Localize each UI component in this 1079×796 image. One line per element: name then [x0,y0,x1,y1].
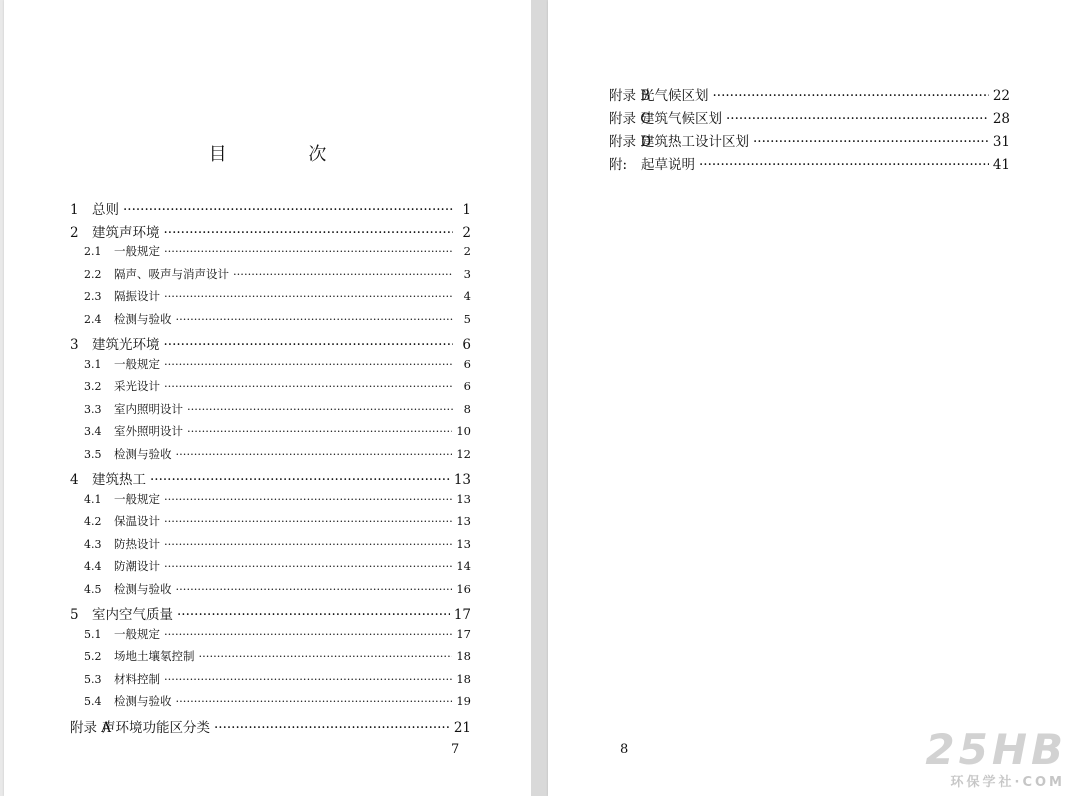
toc-entry [84,491,471,507]
toc-dot-leader [713,88,989,104]
toc-entry-label: 建筑声环境 [92,224,160,241]
page-number-left: 7 [451,742,460,757]
watermark-site-text: 环保学社·COM [950,775,1065,790]
toc-entry-page: 16 [456,581,471,596]
toc-entry-label: 隔振设计 [114,289,160,303]
toc-entry [84,311,471,327]
toc-entry-label: 隔声、吸声与消声设计 [114,266,229,281]
toc-entry [84,378,471,394]
toc-entry-page: 14 [456,559,471,573]
toc-entry-label: 保温设计 [114,514,160,528]
toc-entry [609,84,1010,104]
toc-entry-number: 5.1 [84,627,102,641]
toc-entry-label: 室外照明设计 [114,424,183,438]
toc-dot-leader [176,582,453,596]
toc-dot-leader [214,720,450,736]
toc-entry-page: 13 [456,491,471,506]
toc-entry-number: 2 [70,224,79,241]
toc-entry [70,333,471,353]
toc-title: 目 次 [208,144,365,165]
toc-entry-label: 室内空气质量 [92,607,173,623]
toc-dot-leader [164,379,453,393]
toc-entry-label: 防潮设计 [114,559,160,573]
toc-dot-leader [164,627,452,641]
toc-entry-label: 室内照明设计 [114,401,183,416]
toc-dot-leader [233,267,453,281]
toc-entry [84,288,471,304]
toc-entry-number: 2.1 [84,245,102,258]
toc-dot-leader [164,357,453,371]
toc-entry-number: 4.5 [84,582,102,596]
toc-entry [609,130,1010,150]
toc-dot-leader [699,157,989,173]
toc-dot-leader [150,472,450,488]
toc-entry-label: 材料控制 [114,671,160,686]
toc-entry [84,266,471,282]
toc-dot-leader [177,607,450,623]
toc-entry-page: 5 [463,311,471,326]
toc-entry-label: 检测与验收 [114,694,172,708]
watermark-logo [901,725,1071,792]
toc-entry-number: 附录 C [609,111,651,127]
toc-entry-page: 3 [463,266,471,281]
toc-entry [84,356,471,372]
toc-entry-page: 4 [463,289,471,303]
toc-entry-label: 场地土壤氡控制 [114,649,195,663]
toc-entry-page: 10 [456,424,471,438]
toc-entry-number: 3.3 [84,402,102,416]
toc-entry-number: 3 [70,337,79,353]
toc-dot-leader [187,402,453,416]
toc-entry-label: 一般规定 [114,626,160,641]
toc-dot-leader [164,514,452,528]
toc-entry [84,671,471,687]
toc-dot-leader [176,694,453,708]
toc-dot-leader [164,289,453,303]
toc-entry [609,107,1010,127]
toc-entry-number: 附录 D [609,134,652,150]
toc-entry [84,558,471,574]
toc-entry [84,401,471,417]
toc-entry [70,221,471,241]
page-number-right: 8 [620,742,629,757]
toc-entry-page: 19 [456,694,471,708]
toc-entry-page: 12 [456,446,471,461]
toc-entry-page: 18 [456,671,471,686]
toc-entry-page: 17 [456,626,471,641]
toc-entry-number: 3.5 [84,447,102,461]
toc-dot-leader [187,424,452,438]
toc-entry-page: 22 [992,88,1010,104]
toc-entry-page: 28 [992,111,1010,127]
toc-entry-page: 13 [456,536,471,551]
toc-dot-leader [176,312,454,326]
toc-entry [84,423,471,439]
toc-entry-label: 建筑气候区划 [641,111,722,127]
toc-entry-number: 附录 B [609,88,651,104]
toc-entry-number: 3.2 [84,380,102,393]
toc-dot-leader [164,492,452,506]
toc-dot-leader [164,244,453,258]
toc-entry-number: 4.3 [84,537,102,551]
toc-entry-label: 一般规定 [114,244,160,258]
right-page [548,0,1079,796]
toc-dot-leader [123,202,453,218]
toc-entry-page: 13 [456,514,471,528]
toc-entry-label: 检测与验收 [114,581,172,596]
toc-entry-label: 声环境功能区分类 [102,719,210,736]
toc-entry-label: 采光设计 [114,379,160,393]
toc-dot-leader [164,559,452,573]
toc-entry [70,603,471,623]
left-page [4,0,531,796]
toc-entry-page: 2 [463,244,471,258]
toc-dot-leader [164,225,454,241]
toc-entry-label: 起草说明 [641,157,695,173]
toc-entry-page: 18 [456,649,471,663]
toc-entry [70,198,471,218]
toc-entry-label: 建筑光环境 [92,337,160,353]
toc-entry-label: 总则 [92,202,119,218]
toc-entry-page: 6 [463,379,471,393]
toc-entry-number: 5.2 [84,650,102,663]
toc-entry-number: 2.4 [84,312,102,326]
toc-entry-label: 建筑热工 [92,472,146,488]
toc-entry-label: 一般规定 [114,491,160,506]
toc-dot-leader [176,447,453,461]
toc-entry-number: 5.3 [84,672,102,686]
toc-entry [84,536,471,552]
toc-dot-leader [164,672,452,686]
toc-entry [84,648,471,664]
toc-entry-label: 一般规定 [114,356,160,371]
toc-entry-page: 13 [453,472,471,488]
toc-dot-leader [726,111,989,127]
toc-entry-number: 2.3 [84,290,102,303]
toc-entry [84,446,471,462]
toc-entry [84,513,471,529]
toc-entry-label: 检测与验收 [114,446,172,461]
toc-entry-number: 4.1 [84,492,102,506]
watermark-logo-text: 25HB [925,725,1067,774]
toc-entry-page: 6 [463,356,471,371]
toc-entry-label: 光气候区划 [641,88,709,104]
toc-dot-leader [753,134,989,150]
toc-dot-leader [164,337,454,353]
toc-entry-page: 17 [453,607,471,623]
toc-entry-number: 5.4 [84,695,102,708]
page-gutter [531,0,548,796]
toc-entry-page: 2 [462,224,471,241]
toc-entry-number: 附录 A [70,719,112,736]
toc-entry-page: 21 [453,719,471,736]
toc-entry-label: 检测与验收 [114,311,172,326]
toc-entry-page: 1 [462,202,471,218]
toc-entry [84,581,471,597]
toc-entry-number: 4 [70,472,79,488]
toc-entry-number: 附: [609,157,628,173]
toc-entry-page: 31 [992,134,1010,150]
toc-entry [84,243,471,259]
toc-entry-label: 建筑热工设计区划 [641,134,749,150]
toc-entry-number: 4.2 [84,515,102,528]
toc-entry-number: 5 [70,607,79,623]
toc-entry-page: 6 [462,337,471,353]
toc-entry-page: 41 [992,157,1010,173]
toc-dot-leader [164,537,452,551]
toc-entry [84,626,471,642]
toc-entry [70,468,471,488]
toc-dot-leader [199,649,453,663]
toc-entry-number: 2.2 [84,267,102,281]
toc-entry-number: 3.1 [84,357,102,371]
toc-entry-number: 3.4 [84,425,102,438]
toc-entry-number: 1 [70,202,79,218]
toc-entry-page: 8 [463,401,471,416]
toc-entry-number: 4.4 [84,560,102,573]
toc-entry [70,716,471,736]
toc-entry [609,153,1010,173]
toc-entry-label: 防热设计 [114,536,160,551]
toc-entry [84,693,471,709]
